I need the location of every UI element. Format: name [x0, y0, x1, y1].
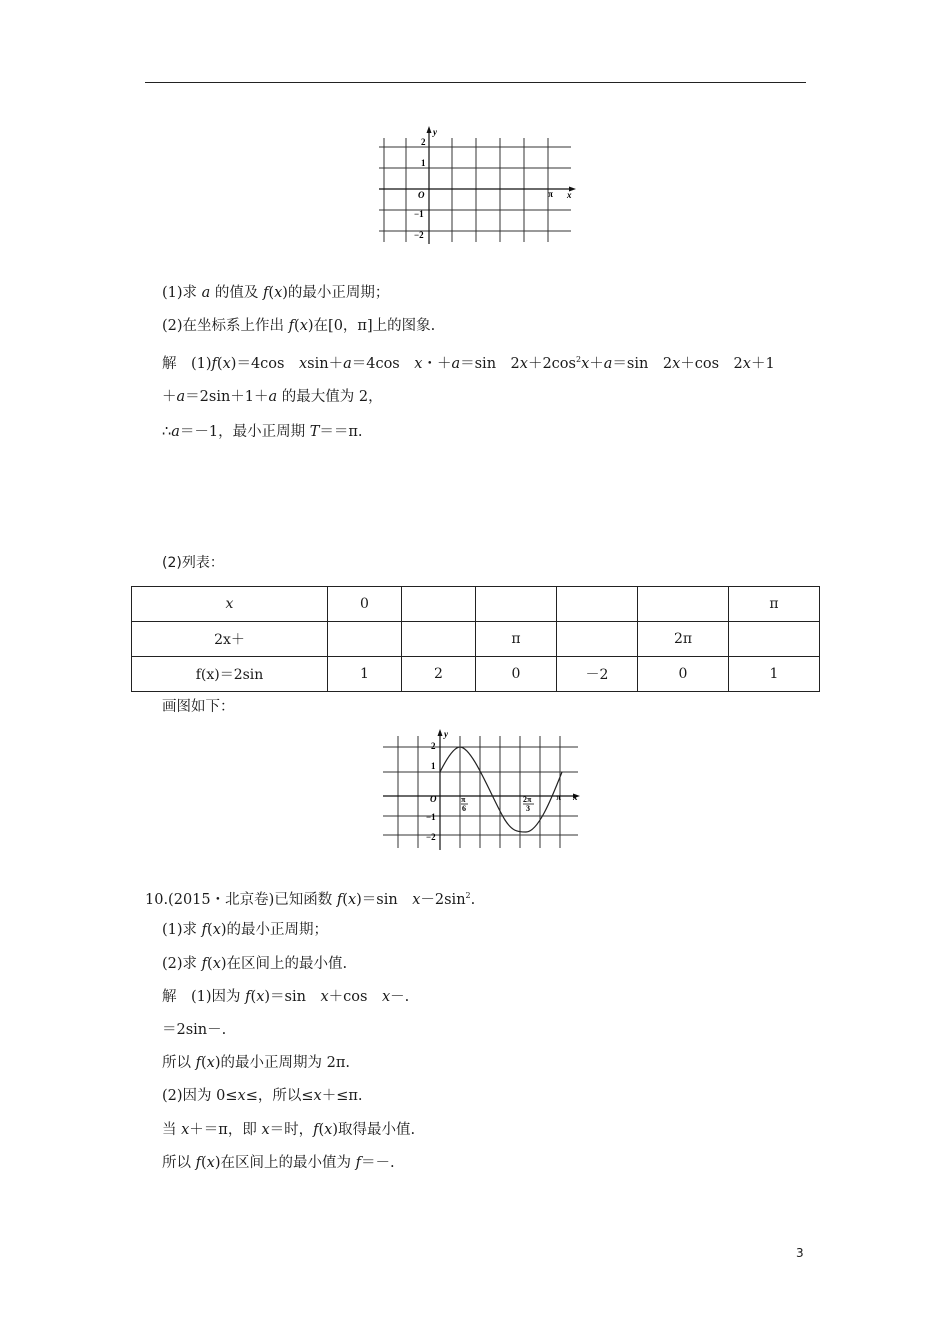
q9-solution-line2: ＋a＝2sin＋1＋a 的最大值为 2， [162, 389, 383, 405]
sine-curve [440, 747, 562, 832]
q10-part1-question: (1)求 f(x)的最小正周期； [162, 922, 329, 938]
table-cell: 1 [729, 657, 820, 692]
table-cell [476, 587, 557, 622]
draw-label: 画图如下： [162, 699, 235, 715]
table-cell [402, 587, 476, 622]
table-row-2x [132, 622, 820, 657]
y-tick-1: 1 [431, 761, 436, 771]
x-tick-pi: π [548, 189, 553, 199]
x-tick-2pi3-num: 2π [523, 795, 532, 804]
q10-solution-line4: (2)因为 0≤x≤，所以≤x＋≤π. [162, 1088, 363, 1104]
table-cell [557, 587, 638, 622]
table-cell: f(x)＝2sin [132, 657, 328, 692]
y-tick-minus1: −1 [414, 209, 424, 219]
table-cell: x [132, 587, 328, 622]
table-row-fx [132, 657, 820, 692]
y-tick-minus1: −1 [426, 812, 436, 822]
table-cell: 0 [638, 657, 729, 692]
q10-solution-line3: 所以 f(x)的最小正周期为 2π. [162, 1055, 350, 1071]
y-tick-minus2: −2 [426, 832, 436, 842]
table-cell [328, 622, 402, 657]
sine-graph [380, 728, 584, 852]
value-table [131, 586, 820, 692]
table-cell: π [729, 587, 820, 622]
table-cell: 1 [328, 657, 402, 692]
y-tick-1: 1 [421, 158, 426, 168]
q9-solution-line3: ∴a＝－1，最小正周期 T＝＝π. [162, 424, 363, 440]
x-tick-pi6-num: π [461, 795, 466, 804]
y-axis-label: y [444, 729, 448, 739]
x-tick-2pi3-den: 3 [526, 804, 530, 813]
table-cell [557, 622, 638, 657]
y-tick-2: 2 [421, 137, 426, 147]
header-rule [145, 82, 806, 83]
x-axis-label: x [573, 792, 578, 802]
table-cell: －2 [557, 657, 638, 692]
q10-solution-line1: 解 (1)因为 f(x)＝sin x＋cos x－. [162, 989, 410, 1005]
table-cell [638, 587, 729, 622]
q9-solution-line1: 解 (1)f(x)＝4cos xsin＋a＝4cos x・＋a＝sin $2x+2\cos^2x+a=\sin$ 2x＋cos 2x＋1 [162, 355, 775, 372]
origin-label: O [430, 794, 437, 804]
q10-solution-line6: 所以 f(x)在区间上的最小值为 f＝－. [162, 1155, 395, 1171]
q9-part2-solution-label: (2)列表： [162, 555, 224, 571]
q10-title: 10.(2015・北京卷)已知函数 f(x)＝sin $x-2\sin^2$. [145, 891, 476, 908]
table-cell: π [476, 622, 557, 657]
y-tick-minus2: −2 [414, 230, 424, 240]
table-row-x [132, 587, 820, 622]
x-tick-pi: π [556, 792, 561, 802]
x-tick-pi6-den: 6 [462, 804, 466, 813]
table-cell: 0 [476, 657, 557, 692]
y-axis-label: y [433, 127, 437, 137]
table-cell [402, 622, 476, 657]
q10-part2-question: (2)求 f(x)在区间上的最小值. [162, 956, 348, 972]
x-axis-label: x [567, 190, 572, 200]
y-tick-2: 2 [431, 741, 436, 751]
page-number: 3 [796, 1246, 804, 1260]
q9-part2-question: (2)在坐标系上作出 f(x)在[0，π]上的图象. [162, 318, 436, 334]
table-cell: 0 [328, 587, 402, 622]
q10-solution-line2: ＝2sin－. [162, 1022, 227, 1038]
table-cell: 2x＋ [132, 622, 328, 657]
table-cell [729, 622, 820, 657]
q10-solution-line5: 当 x＋＝π，即 x＝时，f(x)取得最小值. [162, 1122, 416, 1138]
q9-part1-question: (1)求 a 的值及 f(x)的最小正周期； [162, 285, 390, 301]
coordinate-grid-blank [376, 126, 580, 246]
table-cell: 2π [638, 622, 729, 657]
origin-label: O [418, 190, 425, 200]
table-cell: 2 [402, 657, 476, 692]
